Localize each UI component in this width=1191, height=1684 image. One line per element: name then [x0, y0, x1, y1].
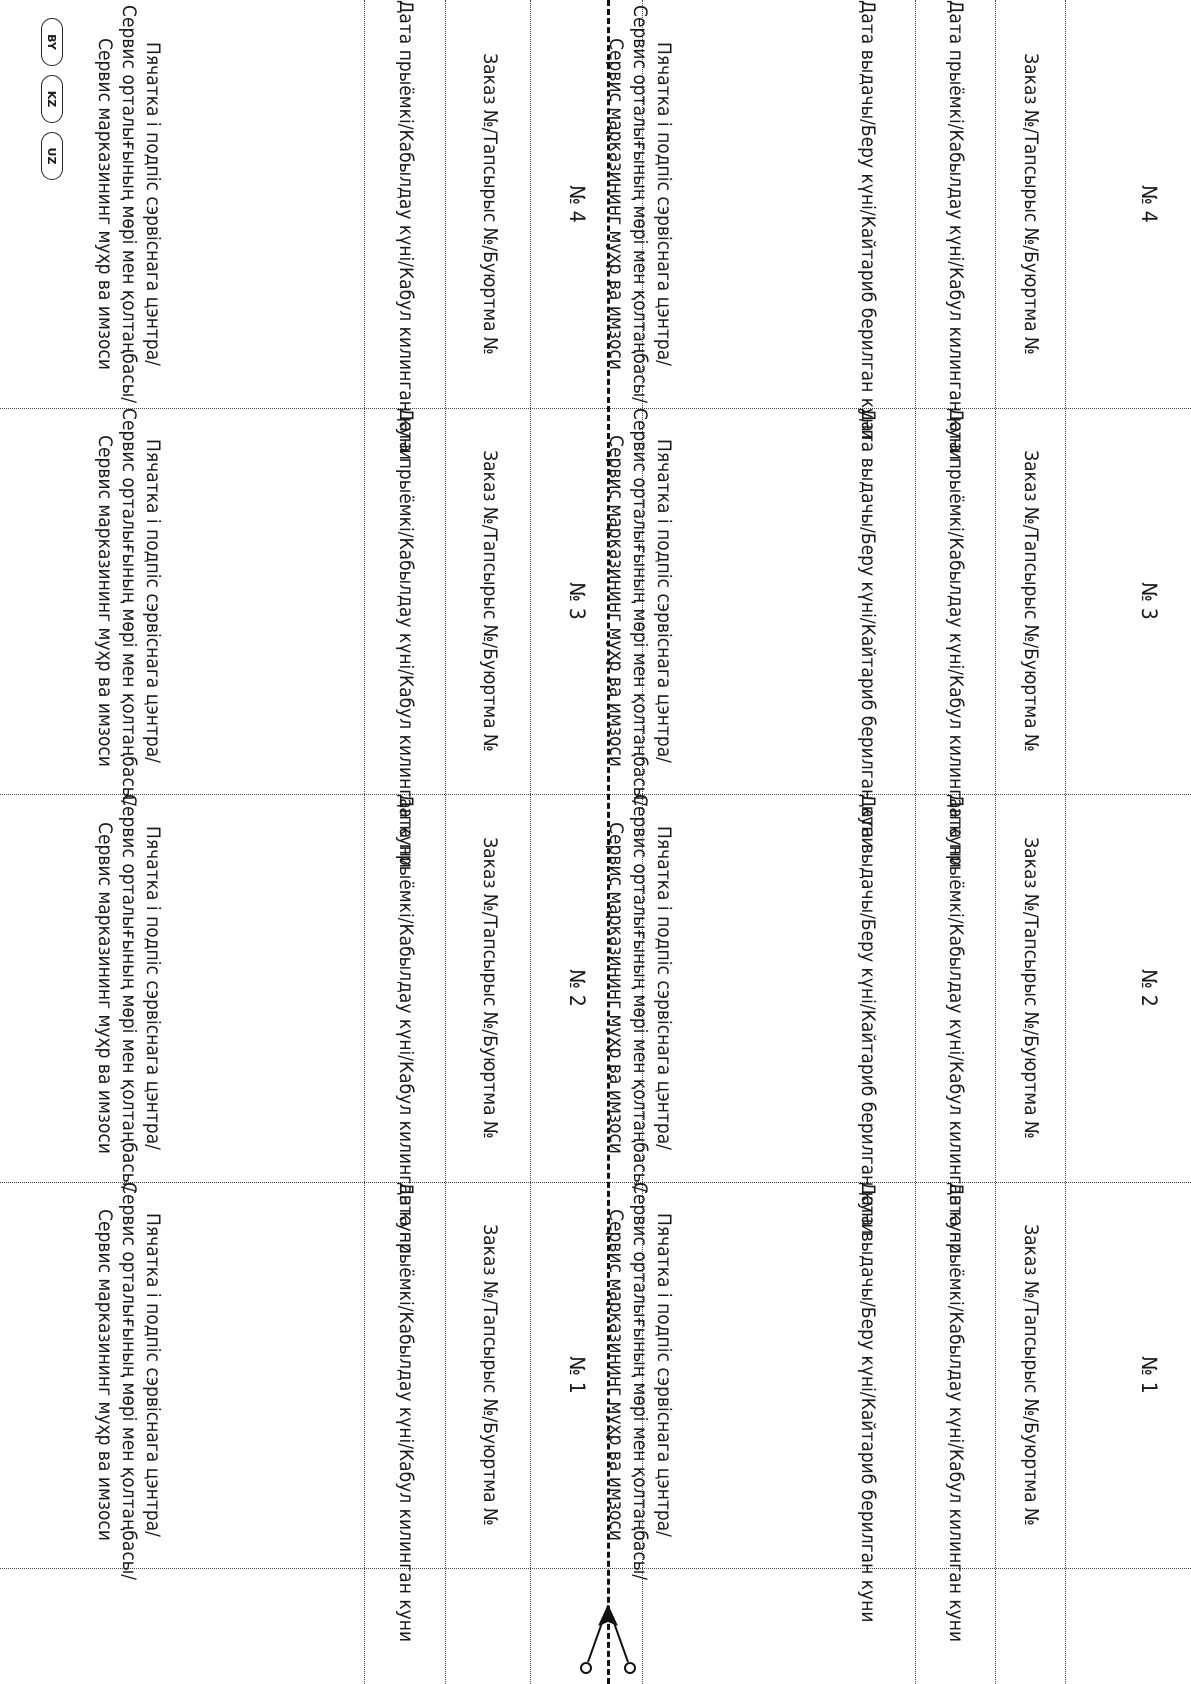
receipt-date-label: Дата прыёмкі/Кабылдау күні/Кабул килинган куни	[395, 0, 417, 461]
stamp-signature-label: Пячатка і подпіс сэрвіснага цэнтра/ Сервис орталығының мөрі мен қолтаңбасы/ Сервис марказининг муҳр ва имзоси	[605, 408, 675, 806]
receipt-date-label: Дата прыёмкі/Кабылдау күні/Кабул килинган куни	[945, 1182, 967, 1643]
receipt-date-label: Дата прыёмкі/Кабылдау күні/Кабул килинган куни	[395, 794, 417, 1255]
receipt-date-label: Дата прыёмкі/Кабылдау күні/Кабул килинган куни	[945, 0, 967, 461]
coupon-separator	[0, 408, 1191, 409]
stamp-signature-label: Пячатка і подпіс сэрвіснага цэнтра/ Сервис орталығының мөрі мен қолтаңбасы/ Сервис марказининг муҳр ва имзоси	[94, 408, 164, 806]
row-separator	[530, 0, 531, 1684]
coupon-number: № 2	[565, 969, 589, 1007]
scissors-icon	[576, 1600, 636, 1680]
stamp-signature-label: Пячатка і подпіс сэрвіснага цэнтра/ Сервис орталығының мөрі мен қолтаңбасы/ Сервис марказининг муҳр ва имзоси	[94, 1182, 164, 1580]
issue-date-label: Дата выдачы/Беру күні/Кайтариб берилган куни	[857, 0, 879, 441]
stamp-signature-label: Пячатка і подпіс сэрвіснага цэнтра/ Сервис орталығының мөрі мен қолтаңбасы/ Сервис марказининг муҳр ва имзоси	[94, 794, 164, 1192]
coupon-number: № 3	[1137, 582, 1161, 620]
coupon-number: № 2	[1137, 969, 1161, 1007]
row-separator	[915, 0, 916, 1684]
country-codes	[41, 18, 63, 180]
coupon-separator	[0, 794, 1191, 795]
receipt-date-label: Дата прыёмкі/Кабылдау күні/Кабул килинган куни	[945, 794, 967, 1255]
country-code-badge: KZ	[41, 75, 63, 123]
order-number-label: Заказ №/Тапсырыс №/Буюртма №	[479, 837, 501, 1139]
issue-date-label: Дата выдачы/Беру күні/Кайтариб берилган куни	[857, 1182, 879, 1623]
row-separator	[995, 0, 996, 1684]
coupon-separator	[0, 1182, 1191, 1183]
country-code-badge: UZ	[41, 132, 63, 180]
coupon-number: № 1	[1137, 1356, 1161, 1394]
receipt-date-label: Дата прыёмкі/Кабылдау күні/Кабул килинган куни	[395, 408, 417, 869]
row-separator	[1065, 0, 1066, 1684]
order-number-label: Заказ №/Тапсырыс №/Буюртма №	[479, 1224, 501, 1526]
receipt-date-label: Дата прыёмкі/Кабылдау күні/Кабул килинган куни	[945, 408, 967, 869]
order-number-label: Заказ №/Тапсырыс №/Буюртма №	[1020, 1224, 1042, 1526]
order-number-label: Заказ №/Тапсырыс №/Буюртма №	[1020, 837, 1042, 1139]
coupon-number: № 3	[565, 582, 589, 620]
stamp-signature-label: Пячатка і подпіс сэрвіснага цэнтра/ Сервис орталығының мөрі мен қолтаңбасы/ Сервис марказининг муҳр ва имзоси	[605, 5, 675, 403]
stamp-signature-label: Пячатка і подпіс сэрвіснага цэнтра/ Сервис орталығының мөрі мен қолтаңбасы/ Сервис марказининг муҳр ва имзоси	[605, 794, 675, 1192]
receipt-date-label: Дата прыёмкі/Кабылдау күні/Кабул килинган куни	[395, 1182, 417, 1643]
stamp-signature-label: Пячатка і подпіс сэрвіснага цэнтра/ Сервис орталығының мөрі мен қолтаңбасы/ Сервис марказининг муҳр ва имзоси	[605, 1182, 675, 1580]
coupon-separator	[0, 1568, 1191, 1569]
coupon-number: № 4	[565, 185, 589, 223]
coupon-number: № 4	[1137, 185, 1161, 223]
stamp-signature-label: Пячатка і подпіс сэрвіснага цэнтра/ Сервис орталығының мөрі мен қолтаңбасы/ Сервис марказининг муҳр ва имзоси	[94, 5, 164, 403]
coupon-number: № 1	[565, 1356, 589, 1394]
order-number-label: Заказ №/Тапсырыс №/Буюртма №	[479, 53, 501, 355]
row-separator	[445, 0, 446, 1684]
order-number-label: Заказ №/Тапсырыс №/Буюртма №	[1020, 450, 1042, 752]
order-number-label: Заказ №/Тапсырыс №/Буюртма №	[1020, 53, 1042, 355]
issue-date-label: Дата выдачы/Беру күні/Кайтариб берилган куни	[857, 794, 879, 1235]
country-code-badge: BY	[41, 18, 63, 66]
order-number-label: Заказ №/Тапсырыс №/Буюртма №	[479, 450, 501, 752]
row-separator	[364, 0, 365, 1684]
issue-date-label: Дата выдачы/Беру күні/Кайтариб берилган куни	[857, 408, 879, 849]
